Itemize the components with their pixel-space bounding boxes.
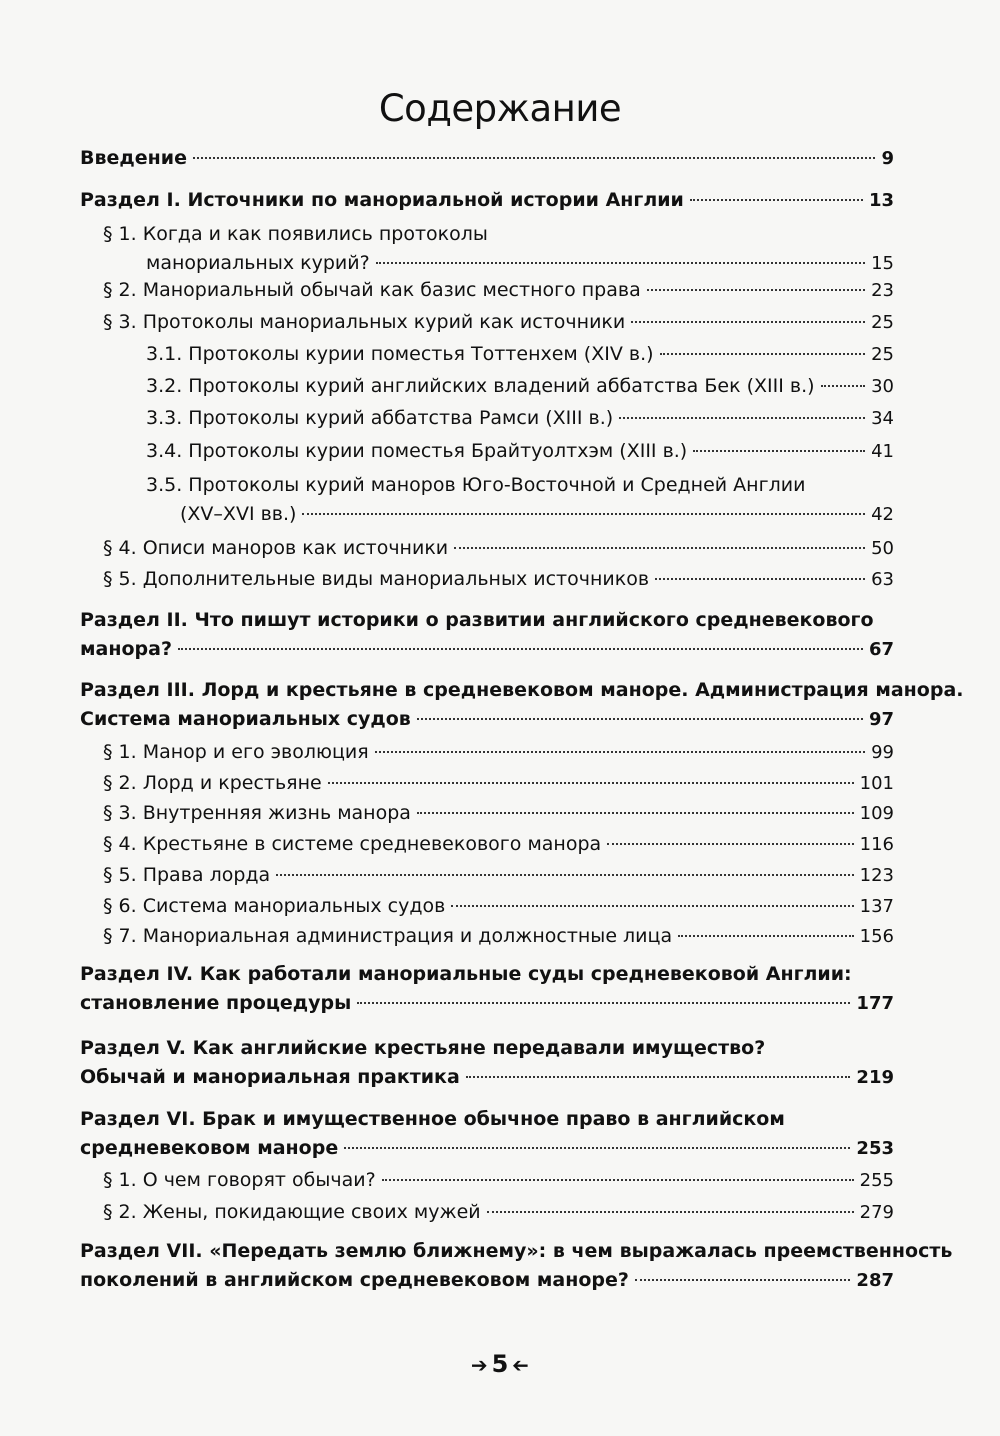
toc-entry-title: 3.5. Протоколы курий маноров Юго-Восточной и Средней Англии [146, 474, 806, 496]
toc-entry-section-3[interactable] [80, 676, 964, 734]
toc-entry-s1-p5[interactable] [103, 565, 894, 594]
toc-page-number: 116 [859, 834, 894, 855]
toc-entry-s1-p4[interactable] [103, 534, 894, 563]
arrow-left-icon: ➔ [512, 1353, 530, 1377]
toc-page-number: 42 [871, 504, 894, 525]
toc-entry-s3-p3[interactable] [103, 799, 894, 828]
toc-entry-s1-p3[interactable] [103, 308, 894, 337]
toc-page-number: 177 [856, 993, 894, 1014]
toc-entry-title-cont: становление процедуры [80, 992, 352, 1014]
toc-entry-title: § 3. Протоколы манориальных курий как источники [103, 311, 626, 333]
dot-leader [635, 1279, 850, 1281]
toc-entry-s3-p2[interactable] [103, 769, 894, 798]
arrow-right-icon: ➔ [470, 1353, 488, 1377]
dot-leader [821, 385, 866, 387]
toc-page-number: 63 [871, 569, 894, 590]
toc-page-number: 137 [859, 896, 894, 917]
toc-page-number: 9 [881, 148, 894, 169]
dot-leader [619, 417, 865, 419]
toc-entry-title: 3.2. Протоколы курий английских владений аббатства Бек (XIII в.) [146, 375, 815, 397]
dot-leader [660, 353, 866, 355]
toc-entry-title-cont: манориальных курий? [146, 252, 370, 274]
toc-entry-title: Введение [80, 147, 187, 169]
toc-entry-title: 3.4. Протоколы курии поместья Брайтуолтхэм (XIII в.) [146, 440, 688, 462]
dot-leader [454, 547, 865, 549]
dot-leader [631, 321, 865, 323]
toc-page-number: 41 [871, 441, 894, 462]
dot-leader [178, 648, 863, 650]
toc-page-number: 99 [871, 742, 894, 763]
toc-page-number: 67 [868, 639, 894, 660]
toc-entry-title: 3.1. Протоколы курии поместья Тоттенхем (XIV в.) [146, 343, 654, 365]
dot-leader [193, 157, 876, 159]
toc-entry-title-cont: поколений в английском средневековом маноре? [80, 1269, 629, 1291]
toc-entry-s3-p1[interactable] [103, 738, 894, 767]
dot-leader [647, 289, 865, 291]
page-title: Содержание [378, 86, 622, 130]
dot-leader [466, 1076, 851, 1078]
toc-entry-title: § 2. Манориальный обычай как базис местного права [103, 279, 641, 301]
toc-page-number: 156 [859, 926, 894, 947]
toc-page-number: 123 [859, 865, 894, 886]
dot-leader [417, 812, 854, 814]
dot-leader [690, 199, 863, 201]
toc-entry-title: Раздел VII. «Передать землю ближнему»: в чем выражалась преемственность [80, 1240, 953, 1262]
toc-page-number: 50 [871, 538, 894, 559]
toc-entry-section-1[interactable] [80, 186, 894, 215]
toc-entry-title-cont: Обычай и манориальная практика [80, 1066, 460, 1088]
dot-leader [376, 262, 865, 264]
toc-page-number: 109 [859, 803, 894, 824]
toc-entry-title: Раздел V. Как английские крестьяне передавали имущество? [80, 1037, 766, 1059]
dot-leader [375, 751, 865, 753]
toc-entry-title: § 1. Манор и его эволюция [103, 741, 369, 763]
toc-entry-section-2[interactable] [80, 606, 894, 664]
toc-entry-title-cont: Система манориальных судов [80, 708, 411, 730]
toc-entry-section-4[interactable] [80, 960, 894, 1018]
toc-page-number: 15 [871, 253, 894, 274]
toc-page-number: 25 [871, 312, 894, 333]
toc-entry-title: § 3. Внутренняя жизнь манора [103, 802, 411, 824]
toc-entry-title: § 4. Крестьяне в системе средневекового манора [103, 833, 602, 855]
toc-entry-title: § 4. Описи маноров как источники [103, 537, 449, 559]
toc-entry-s6-p2[interactable] [103, 1198, 894, 1227]
toc-entry-s3-p5[interactable] [103, 861, 894, 890]
toc-entry-title-cont: средневековом маноре [80, 1137, 339, 1159]
toc-entry-s1-p3-4[interactable] [146, 437, 894, 466]
toc-entry-title: Раздел VI. Брак и имущественное обычное право в английском [80, 1108, 785, 1130]
toc-page-number: 253 [856, 1138, 894, 1159]
dot-leader [302, 513, 865, 515]
toc-entry-introduction[interactable] [80, 144, 894, 173]
toc-entry-title: § 7. Манориальная администрация и должностные лица [103, 925, 673, 947]
toc-entry-title: § 5. Права лорда [103, 864, 271, 886]
toc-entry-title: Раздел IV. Как работали манориальные суды средневековой Англии: [80, 963, 852, 985]
toc-entry-s1-p3-3[interactable] [146, 404, 894, 433]
toc-page-number: 97 [868, 709, 894, 730]
dot-leader [693, 450, 865, 452]
toc-entry-s1-p1[interactable] [103, 220, 894, 278]
toc-page-number: 219 [856, 1067, 894, 1088]
toc-page-number: 101 [859, 773, 894, 794]
toc-entry-title: Раздел I. Источники по манориальной истории Англии [80, 189, 684, 211]
dot-leader [487, 1211, 854, 1213]
dot-leader [382, 1179, 854, 1181]
dot-leader [655, 578, 865, 580]
toc-entry-title: § 1. О чем говорят обычаи? [103, 1169, 376, 1191]
toc-entry-title: 3.3. Протоколы курий аббатства Рамси (XIII в.) [146, 407, 614, 429]
toc-page-number: 255 [859, 1170, 894, 1191]
toc-page-number: 23 [871, 280, 894, 301]
dot-leader [328, 782, 854, 784]
toc-entry-s6-p1[interactable] [103, 1166, 894, 1195]
toc-entry-section-5[interactable] [80, 1034, 894, 1092]
toc-entry-title: § 6. Система манориальных судов [103, 895, 446, 917]
dot-leader [607, 843, 853, 845]
toc-entry-section-7[interactable] [80, 1237, 953, 1295]
toc-page-number: 13 [868, 190, 894, 211]
toc-entry-s1-p3-5[interactable] [146, 471, 894, 529]
dot-leader [678, 935, 854, 937]
toc-entry-s1-p3-2[interactable] [146, 372, 894, 401]
dot-leader [417, 718, 863, 720]
dot-leader [357, 1002, 850, 1004]
page-number: 5 [491, 1350, 509, 1378]
toc-entry-s1-p2[interactable] [103, 276, 894, 305]
dot-leader [451, 905, 853, 907]
toc-page-number: 287 [856, 1270, 894, 1291]
toc-page-number: 25 [871, 344, 894, 365]
toc-entry-s3-p7[interactable] [103, 922, 894, 951]
dot-leader [276, 874, 853, 876]
toc-entry-title-cont: (XV–XVI вв.) [180, 503, 297, 525]
dot-leader [344, 1147, 850, 1149]
page-footer [0, 1350, 1000, 1378]
toc-entry-title: § 5. Дополнительные виды манориальных источников [103, 568, 650, 590]
toc-entry-title: § 2. Лорд и крестьяне [103, 772, 322, 794]
toc-entry-s3-p6[interactable] [103, 892, 894, 921]
toc-entry-section-6[interactable] [80, 1105, 894, 1163]
toc-entry-title-cont: манора? [80, 638, 172, 660]
toc-entry-title: § 1. Когда и как появились протоколы [103, 223, 488, 245]
toc-entry-title: Раздел II. Что пишут историки о развитии английского средневекового [80, 609, 874, 631]
toc-page-number: 34 [871, 408, 894, 429]
toc-entry-s1-p3-1[interactable] [146, 340, 894, 369]
toc-entry-title: § 2. Жены, покидающие своих мужей [103, 1201, 481, 1223]
toc-entry-s3-p4[interactable] [103, 830, 894, 859]
toc-page-number: 30 [871, 376, 894, 397]
toc-page-number: 279 [859, 1202, 894, 1223]
toc-entry-title: Раздел III. Лорд и крестьяне в средневековом маноре. Администрация манора. [80, 679, 964, 701]
